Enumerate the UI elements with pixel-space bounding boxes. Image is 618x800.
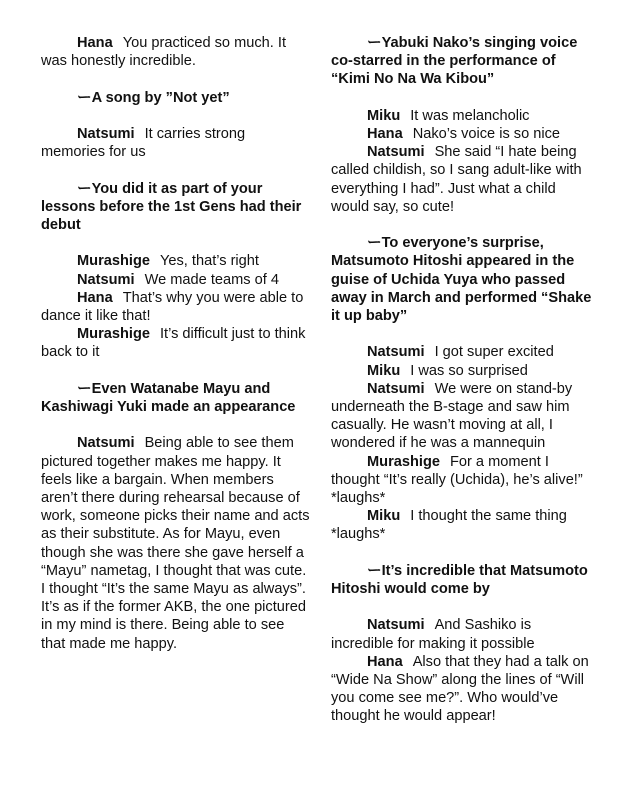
speaker-name: Murashige	[367, 453, 440, 470]
dialogue-line	[331, 343, 593, 361]
dialogue-text: She said “I hate being called childish, so I sang adult-like with everything I had”. Just what a child would say, so cute!	[331, 144, 582, 215]
dialogue-text: Nako’s voice is so nice	[412, 126, 561, 142]
speaker-name: Hana	[77, 35, 113, 51]
dialogue-text: We were on stand-by underneath the B-stage and saw him casually. He wasn’t moving at all, I wondered if he was a mannequin	[331, 380, 573, 452]
speaker-name: Miku	[367, 362, 401, 379]
dialogue-line	[331, 507, 593, 543]
dialogue-line	[331, 616, 593, 652]
speaker-name: Murashige	[77, 253, 150, 270]
dialogue-text: I got super excited	[434, 344, 554, 361]
dialogue-text: It was melancholic	[410, 107, 530, 124]
speaker-name: Natsumi	[367, 344, 425, 361]
dialogue-text: It carries strong memories for us	[41, 125, 246, 161]
dialogue-line	[41, 125, 311, 161]
interview-question: ーTo everyone’s surprise, Matsumoto Hitoshi appeared in the guise of Uchida Yuya who passed away in March and performed “Shake it up baby”	[331, 235, 592, 325]
speaker-name: Hana	[77, 289, 113, 306]
dialogue-line	[331, 362, 593, 380]
dialogue-line	[41, 289, 311, 325]
speaker-name: Miku	[367, 508, 401, 525]
dialogue-line	[41, 271, 311, 289]
speaker-name: Natsumi	[367, 144, 425, 161]
dialogue-text: And Sashiko is incredible for making it possible	[331, 617, 535, 652]
speaker-name: Hana	[367, 126, 403, 142]
dialogue-text: Yes, that’s right	[159, 253, 259, 270]
dialogue-line	[41, 34, 311, 70]
right-column	[331, 34, 593, 726]
dialogue-line	[41, 325, 311, 361]
dialogue-text: It’s difficult just to think back to it	[41, 326, 306, 361]
speaker-name: Murashige	[77, 326, 150, 343]
interview-question: ーYabuki Nako’s singing voice co-starred in the performance of “Kimi No Na Wa Kibou”	[331, 35, 578, 88]
speaker-name: Miku	[367, 107, 401, 124]
speaker-name: Hana	[367, 653, 403, 670]
speaker-name: Natsumi	[77, 435, 135, 452]
dialogue-line	[331, 107, 593, 125]
dialogue-line	[331, 453, 593, 508]
dialogue-text: I thought the same thing *laughs*	[331, 508, 567, 543]
dialogue-text: We made teams of 4	[144, 271, 279, 288]
dialogue-line	[331, 380, 593, 453]
dialogue-line	[331, 125, 593, 143]
interview-question: ーIt’s incredible that Matsumoto Hitoshi would come by	[331, 562, 588, 598]
interview-question: ーYou did it as part of your lessons before the 1st Gens had their debut	[41, 180, 302, 233]
dialogue-text: That’s why you were able to dance it like that!	[41, 289, 304, 324]
speaker-name: Natsumi	[367, 380, 425, 397]
dialogue-text: Also that they had a talk on “Wide Na Show” along the lines of “Will you come see me?”. Who would’ve thought he would appear!	[331, 653, 589, 725]
dialogue-text: Being able to see them pictured together makes me happy. It feels like a bargain. When members aren’t there during rehearsal because of work, someone picks their name and acts as their substitute. As for Mayu, even though she was there she gave herself a “Mayu” nametag, I thought that was cute. I thought “It’s the same Mayu as always”. It’s as if the former AKB, the one pictured in my mind is there. Being able to see that made me happy.	[41, 435, 310, 652]
interview-question: ーA song by ”Not yet”	[77, 89, 230, 106]
speaker-name: Natsumi	[367, 617, 425, 634]
speaker-name: Natsumi	[77, 271, 135, 288]
speaker-name: Natsumi	[77, 125, 135, 142]
dialogue-text: I was so surprised	[410, 362, 528, 379]
dialogue-line	[41, 434, 311, 652]
dialogue-line	[41, 252, 311, 270]
interview-question: ーEven Watanabe Mayu and Kashiwagi Yuki made an appearance	[41, 380, 296, 415]
dialogue-text: You practiced so much. It was honestly incredible.	[41, 35, 287, 70]
dialogue-line	[331, 653, 593, 726]
dialogue-text: For a moment I thought “It’s really (Uchida), he’s alive!” *laughs*	[331, 453, 583, 507]
dialogue-line	[331, 143, 593, 216]
left-column	[41, 34, 311, 653]
